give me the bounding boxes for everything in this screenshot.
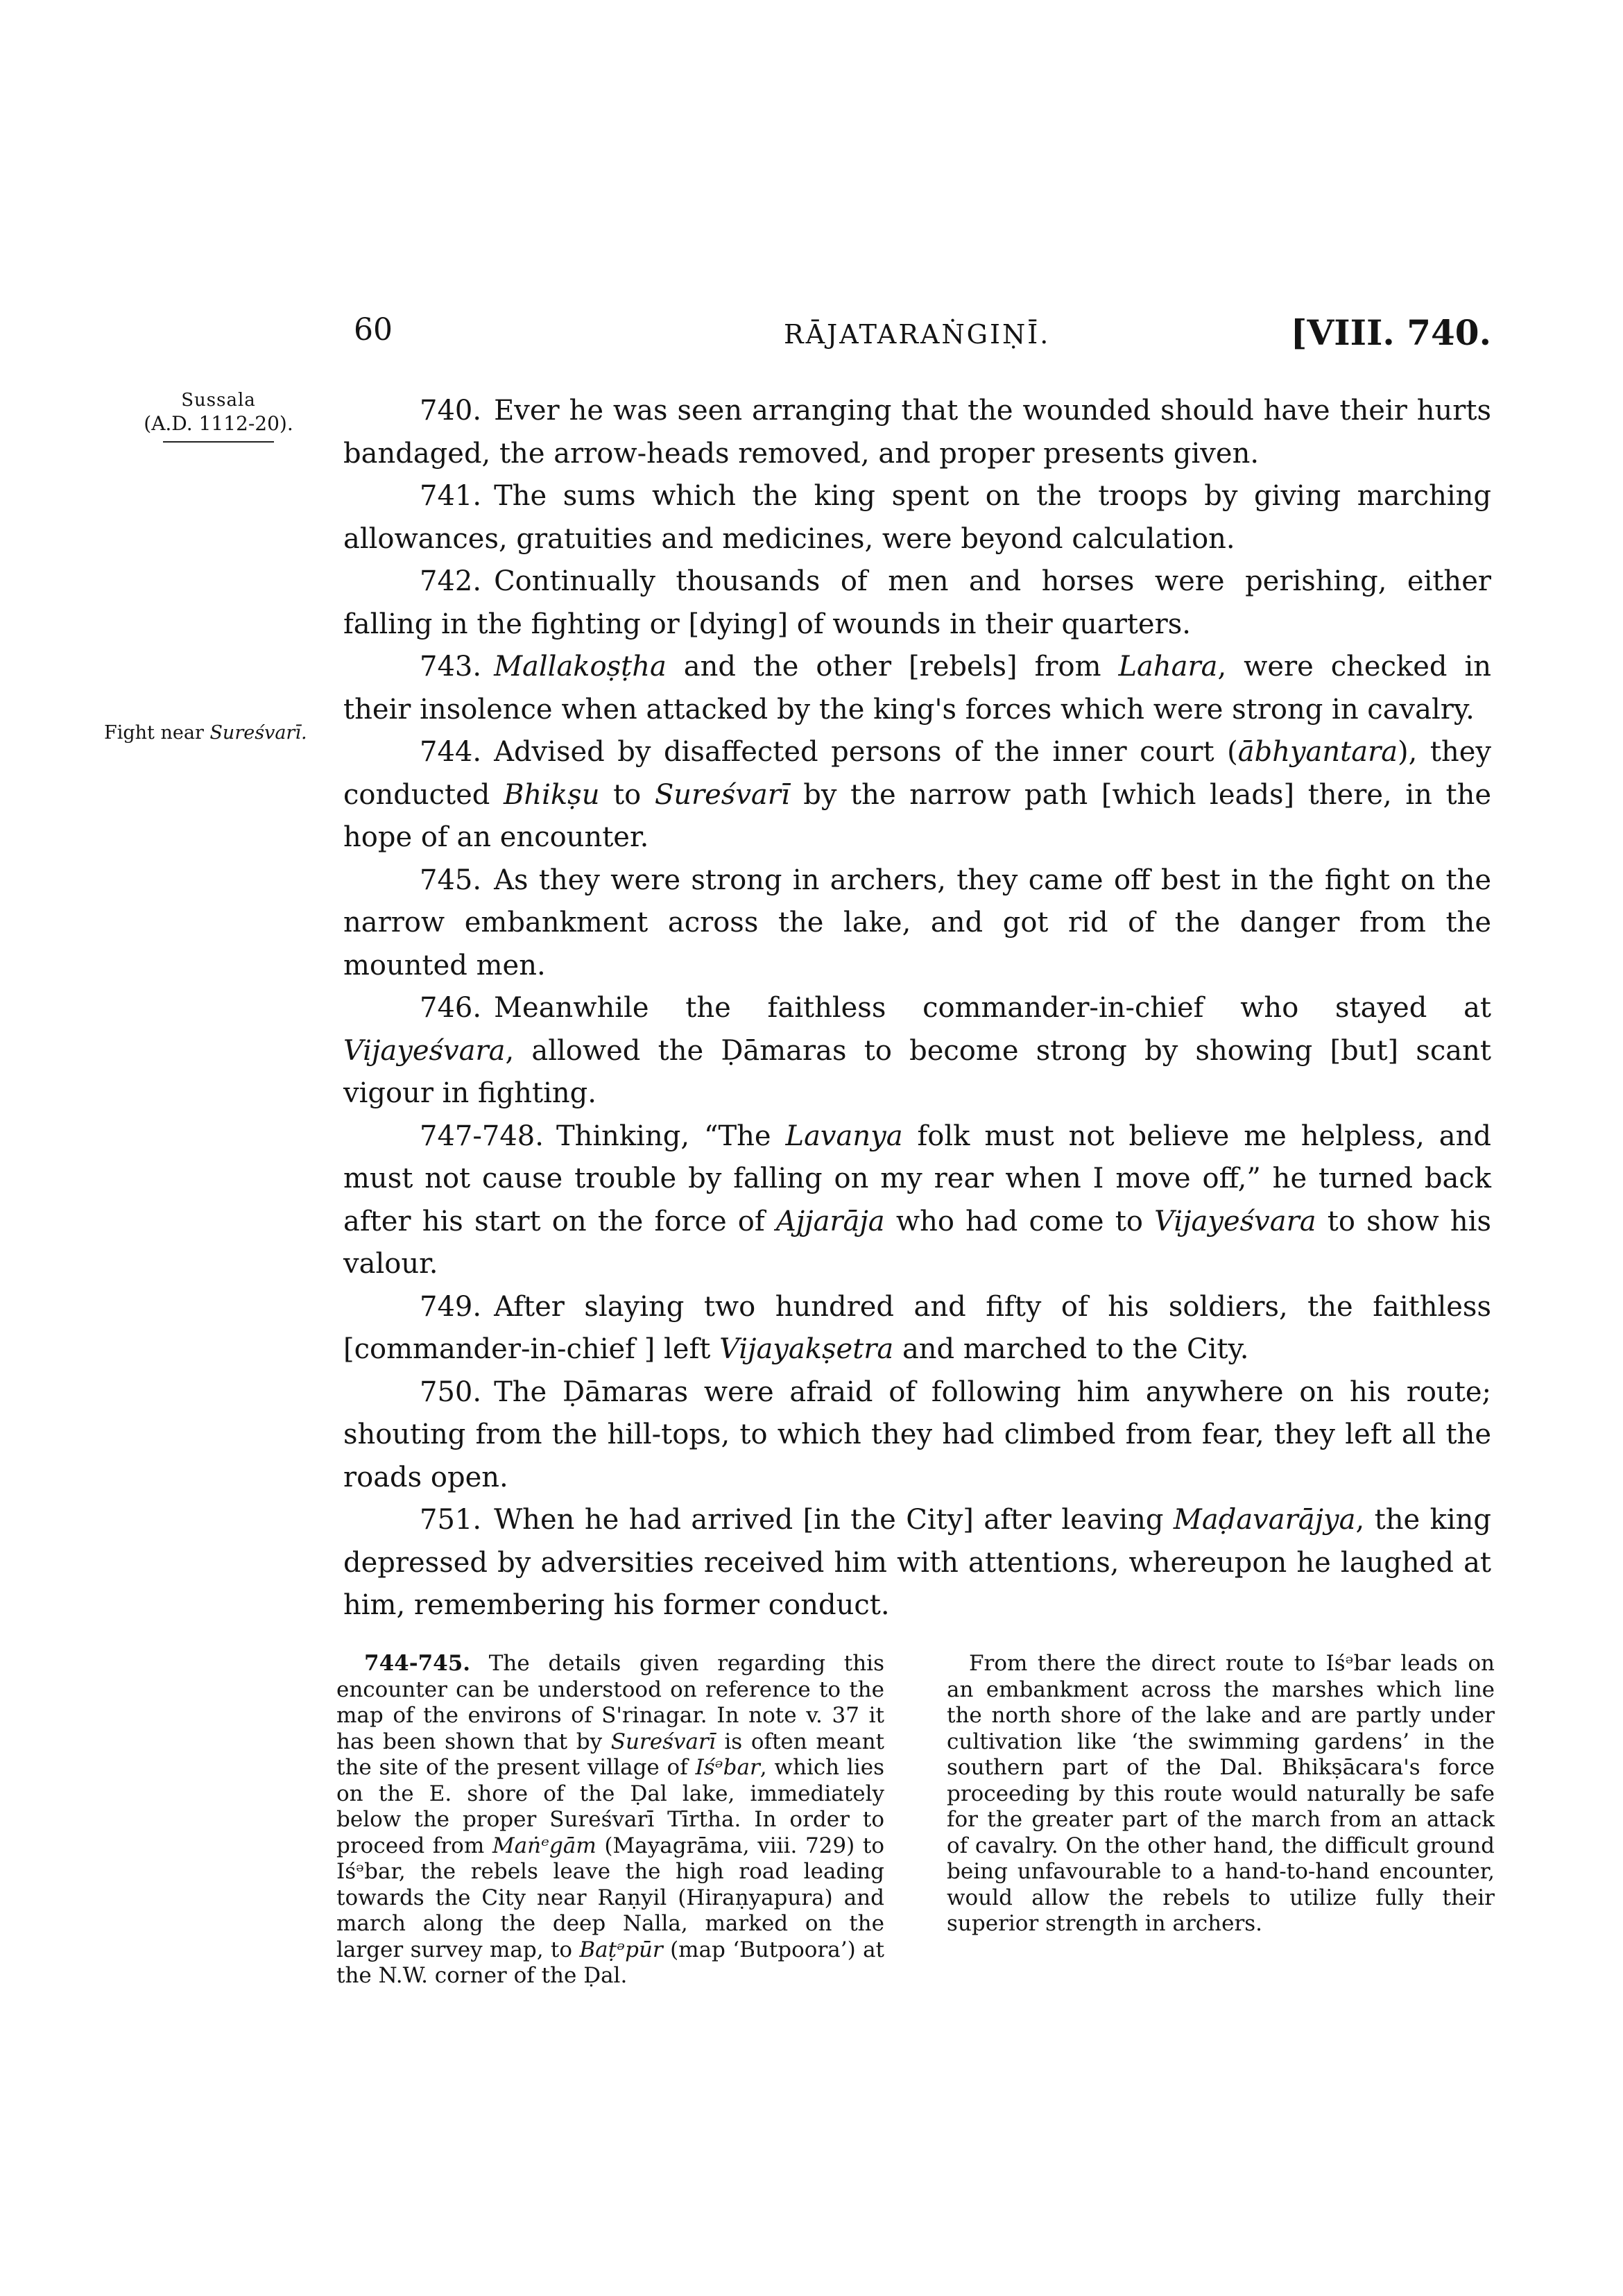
margin-note-fight-prefix: Fight near [104,722,210,744]
verse-text-italic: Bhikṣu [503,778,600,811]
verse-reference: [VIII. 740. [1290,312,1491,353]
verse-number: 751. [420,1504,482,1536]
footnote-label: 744-745. [364,1651,471,1676]
verse-text: Ever he was seen arranging that the wounded should have their hurts bandaged, the arrow-heads removed, and proper presents given. [343,395,1491,470]
verse-text: The Ḍāmaras were afraid of following him anywhere on his route; shouting from the hill-tops, to which they had climbed from fear, they left all the roads open. [343,1376,1491,1493]
verse-749 [343,1286,1491,1371]
verse-text: who had come to [884,1205,1155,1237]
margin-note-fight [104,721,333,745]
verse-text: , were checked in their insolence when attacked by the king's forces which were strong in cavalry. [343,651,1491,726]
running-title: RĀJATARAṄGIṆĪ. [784,319,1051,350]
verse-text: to show his valour. [343,1205,1491,1280]
verse-747-748 [343,1115,1491,1286]
verse-number: 743. [420,651,482,683]
footnote-text: , which lies on the E. shore of the Ḍal lake, immediately below the proper Sureśvarī Tīrtha. In order to proceed from [336,1755,885,1858]
margin-note-king: Sussala [181,390,256,411]
verse-text: As they were strong in archers, they came off best in the fight on the narrow embankment across the lake, and got rid of the danger from the mounted men. [343,864,1491,982]
verse-text-italic: Ajjarāja [775,1205,885,1237]
verse-text-italic: Vijayeśvara [343,1034,506,1067]
verse-text-italic: Maḍavarājya [1173,1504,1356,1536]
footnote-text-italic: Baṭᵊpūr [579,1937,663,1962]
margin-note-rule [163,441,274,443]
verse-number: 742. [420,565,482,597]
verse-745 [343,859,1491,988]
verse-number: 749. [420,1290,482,1323]
running-head [354,312,1491,361]
verse-text: ), they conducted [343,736,1492,811]
verse-text: After slaying two hundred and fifty of his soldiers, the faithless [commander-in-chief ] left [343,1290,1491,1365]
footnote-text: (Mayagrāma, viii. 729) to Iśᵊbar, the rebels leave the high road leading towards the City near Raṇyil (Hiraṇyapura) and march along the deep Nalla, marked on the larger survey map, to [336,1833,884,1962]
footnote-text-italic: Iśᵊbar [695,1755,760,1780]
verse-text: , allowed the Ḍāmaras to become strong by showing [but] scant vigour in fighting. [343,1034,1491,1109]
verse-number: 745. [420,864,482,896]
verse-text: Advised by disaffected persons of the inner court ( [494,736,1238,768]
footnote-text-italic: Maṅᵉgām [492,1833,596,1858]
verse-text-italic: Vijayakṣetra [719,1333,894,1365]
verse-number: 740. [420,395,482,427]
page-number: 60 [354,312,393,348]
verse-text: Thinking, “The [556,1120,786,1152]
verse-text-italic: Lahara [1118,651,1218,683]
verse-text-italic: ābhyantara [1237,736,1398,768]
verse-text: Meanwhile the faithless commander-in-chief who stayed at [494,992,1491,1024]
verse-number: 747-748. [420,1120,544,1152]
verse-number: 744. [420,736,482,768]
footnote-text-italic: Sureśvarī [610,1729,716,1754]
verse-text: and marched to the City. [893,1333,1249,1365]
footnote-text: The details given regarding this encounter can be understood on reference to the map of the environs of S'rinagar. In note v. 37 it has been shown that by [336,1651,884,1754]
verse-text: When he had arrived [in the City] after leaving [494,1504,1174,1536]
verse-text-italic: Lavanya [785,1120,903,1152]
verse-text-italic: Mallakoṣṭha [494,651,667,683]
footnote-continuation: From there the direct route to Iśᵊbar leads on an embankment across the marshes which line the north shore of the lake and are partly under cultivation like ‘the swimming gardens’ in the southern part of the Dal. Bhikṣācara's force proceeding by this route would naturally be safe for the greater part of the march from an attack of cavalry. On the other hand, the difficult ground being unfavourable to a hand-to-hand encounter, would allow the rebels to utilize fully their superior strength in archers. [947,1651,1495,1936]
verse-text: Continually thousands of men and horses were perishing, either falling in the fighting or [dying] of wounds in their quarters. [343,565,1491,640]
footnote-right-column [947,1651,1495,1989]
verse-750 [343,1371,1491,1500]
footnote-paragraph [336,1651,884,1989]
verse-751 [343,1499,1491,1627]
verse-text-italic: Sureśvarī [654,778,790,811]
footnote-left-column [336,1651,884,1989]
verse-text: The sums which the king spent on the troops by giving marching allowances, gratuities and medicines, were beyond calculation. [343,480,1491,555]
verse-743 [343,646,1491,731]
verse-744 [343,731,1491,859]
main-text [343,390,1491,1627]
verse-text: and the other [rebels] from [666,651,1119,683]
verse-text: , the king depressed by adversities received him with attentions, whereupon he laughed at him, remembering his former conduct. [343,1504,1491,1621]
margin-note-reign [104,388,333,443]
footnote-text: (map ‘Butpoora’) at the N.W. corner of the Ḍal. [336,1937,885,1988]
verse-number: 750. [420,1376,482,1408]
verse-number: 746. [420,992,482,1024]
verse-text-italic: Vijayeśvara [1154,1205,1316,1237]
verse-text: to [599,778,655,811]
margin-note-fight-place: Sureśvarī. [209,722,307,744]
verse-740 [343,390,1491,475]
margin-note-dates: (A.D. 1112-20). [144,412,293,435]
verse-text: folk must not believe me helpless, and must not cause trouble by falling on my rear when I move off,” he turned back after his start on the force of [343,1120,1491,1237]
footnote-text: is often meant the site of the present village of [336,1729,884,1780]
verse-number: 741. [420,480,482,512]
verse-741 [343,475,1491,560]
verse-text: by the narrow path [which leads] there, in the hope of an encounter. [343,778,1491,853]
verse-742 [343,560,1491,646]
footnotes [336,1651,1495,1989]
verse-746 [343,987,1491,1115]
